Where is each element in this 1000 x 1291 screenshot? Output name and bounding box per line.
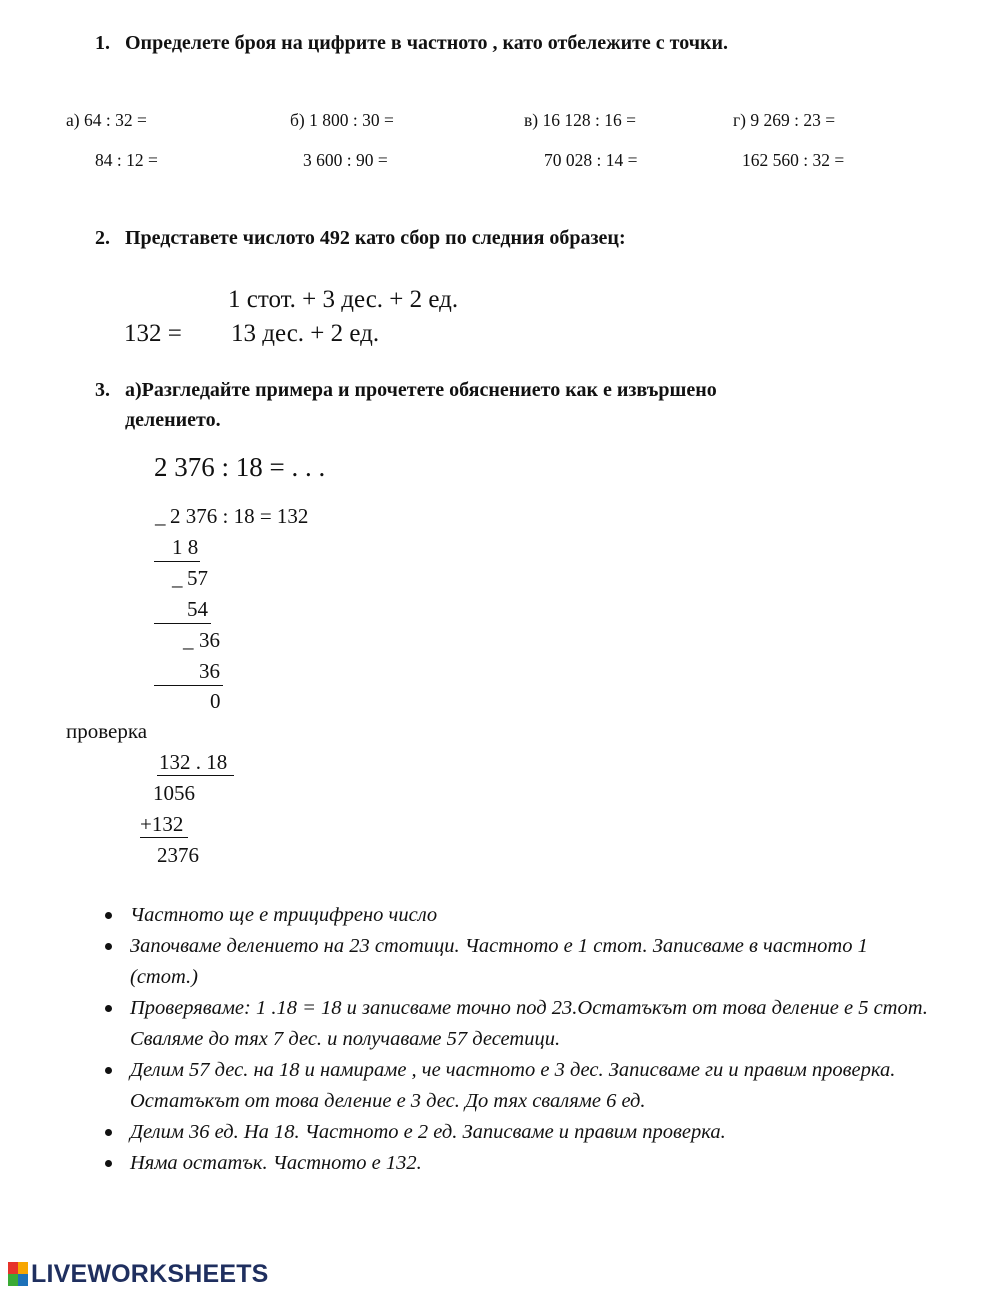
bullet-dot <box>105 1160 112 1167</box>
check-underline-1 <box>157 775 234 776</box>
bullet-dot <box>105 1067 112 1074</box>
task3-title-line1: а)Разгледайте примера и прочетете обяснението как е извършено <box>125 379 717 401</box>
task1-expr-d1: г) 9 269 : 23 = <box>733 110 836 130</box>
explanation-list <box>100 900 930 1179</box>
task3-title <box>95 379 717 402</box>
task1-expr-c2: 70 028 : 14 = <box>544 150 638 170</box>
task1-expr-b2: 3 600 : 90 = <box>303 150 388 170</box>
task1-title-text: Определете броя на цифрите в частното , като отбележите с точки. <box>125 32 729 54</box>
task2-sample-lhs: 132 = <box>124 320 182 347</box>
explanation-item <box>100 931 930 993</box>
division-minus-3: _ <box>183 628 194 652</box>
explanation-text: Делим 36 ед. На 18. Частното е 2 ед. Записваме и правим проверка. <box>130 1121 726 1143</box>
liveworksheets-logo-text: LIVEWORKSHEETS <box>31 1259 269 1288</box>
division-underline-2 <box>154 623 211 624</box>
division-minus-1: _ <box>155 504 166 528</box>
task1-title <box>95 32 728 55</box>
check-header: 132 . 18 <box>159 750 228 774</box>
check-line-2: +132 <box>140 812 184 836</box>
task2-number: 2. <box>95 227 110 249</box>
task1-expr-a1: а) 64 : 32 = <box>66 110 147 130</box>
task3-problem: 2 376 : 18 = . . . <box>154 452 326 482</box>
check-label: проверка <box>66 719 148 743</box>
division-subtrahend-2: 54 <box>187 597 208 621</box>
task3-number: 3. <box>95 379 110 401</box>
division-header: 2 376 : 18 = 132 <box>170 504 309 528</box>
explanation-text: Започваме делението на 23 стотици. Частното е 1 стот. Записваме в частното 1 (стот.) <box>130 935 868 988</box>
logo-square-4 <box>18 1274 28 1286</box>
bullet-dot <box>105 1005 112 1012</box>
explanation-text: Частното ще е трицифрено число <box>130 904 438 926</box>
bullet-dot <box>105 1129 112 1136</box>
explanation-item <box>100 1148 930 1179</box>
logo-square-3 <box>8 1274 18 1286</box>
explanation-text: Няма остатък. Частното е 132. <box>130 1152 422 1174</box>
bullet-dot <box>105 943 112 950</box>
bullet-dot <box>105 912 112 919</box>
division-remainder-1: 57 <box>187 566 208 590</box>
explanation-text: Делим 57 дес. на 18 и намираме , че частното е 3 дес. Записваме ги и правим проверка. Остатъкът от това деление е 3 дес. До тях сваляме 6 ед. <box>130 1059 896 1112</box>
check-total: 2376 <box>157 843 199 867</box>
division-minus-2: _ <box>172 566 183 590</box>
division-result: 0 <box>210 689 221 713</box>
explanation-item <box>100 1117 930 1148</box>
task2-title-text: Представете числото 492 като сбор по следния образец: <box>125 227 626 249</box>
task3-title-line2: делението. <box>125 409 221 431</box>
logo-square-1 <box>8 1262 18 1274</box>
task2-sample-line2: 13 дес. + 2 ед. <box>231 320 380 347</box>
task1-expr-a2: 84 : 12 = <box>95 150 158 170</box>
check-underline-2 <box>140 837 188 838</box>
division-subtrahend-1: 1 8 <box>172 535 199 559</box>
liveworksheets-logo[interactable] <box>8 1260 269 1288</box>
explanation-text: Проверяваме: 1 .18 = 18 и записваме точно под 23.Остатъкът от това деление е 5 стот. Сваляме до тях 7 дес. и получаваме 57 десетици. <box>130 997 928 1050</box>
task1-expr-b1: б) 1 800 : 30 = <box>290 110 394 130</box>
task1-expr-d2: 162 560 : 32 = <box>742 150 845 170</box>
division-remainder-2: 36 <box>199 628 220 652</box>
division-subtrahend-3: 36 <box>199 659 220 683</box>
division-underline-1 <box>154 561 200 562</box>
explanation-item <box>100 1055 930 1117</box>
explanation-item <box>100 993 930 1055</box>
division-underline-3 <box>154 685 223 686</box>
task1-expr-c1: в) 16 128 : 16 = <box>524 110 636 130</box>
liveworksheets-logo-icon <box>8 1262 28 1286</box>
task2-title <box>95 227 626 250</box>
check-line-1: 1056 <box>153 781 195 805</box>
task2-sample-line1: 1 стот. + 3 дес. + 2 ед. <box>228 286 459 313</box>
task1-number: 1. <box>95 32 110 54</box>
explanation-item <box>100 900 930 931</box>
logo-square-2 <box>18 1262 28 1274</box>
